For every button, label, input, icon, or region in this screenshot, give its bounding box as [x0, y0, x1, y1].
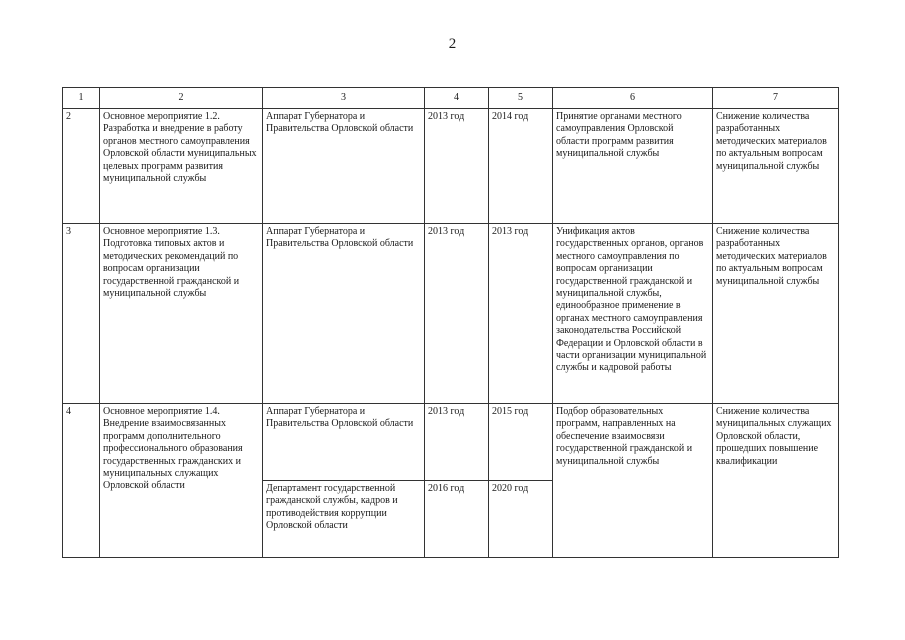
activity-cell: Основное мероприятие 1.2. Разработка и внедрение в работу органов местного самоуправления Орловской области муниципальных целевых программ развития муниципальной службы [100, 109, 263, 224]
column-header: 1 [63, 88, 100, 109]
row-number: 3 [63, 224, 100, 404]
consequence-cell: Снижение количества муниципальных служащих Орловской области, прошедших повышение квалификации [713, 404, 839, 558]
start-year-cell: 2013 год [425, 109, 489, 224]
table-row [63, 404, 839, 481]
executor-cell: Аппарат Губернатора и Правительства Орловской области [263, 404, 425, 481]
executor-cell: Департамент государственной гражданской службы, кадров и противодействия коррупции Орловской области [263, 481, 425, 558]
column-header: 5 [489, 88, 553, 109]
column-header: 4 [425, 88, 489, 109]
result-cell: Унификация актов государственных органов, органов местного самоуправления по вопросам организации государственной гражданской и муниципальной службы, единообразное применение в органах местного самоуправления законодательства Российской Федерации и Орловской области в части организации муниципальной службы и кадровой работы [553, 224, 713, 404]
executor-cell: Аппарат Губернатора и Правительства Орловской области [263, 224, 425, 404]
column-header: 6 [553, 88, 713, 109]
end-year-cell: 2015 год [489, 404, 553, 481]
start-year-cell: 2013 год [425, 404, 489, 481]
end-year-cell: 2014 год [489, 109, 553, 224]
row-number: 4 [63, 404, 100, 558]
table-header-row [63, 88, 839, 109]
result-cell: Принятие органами местного самоуправления Орловской области программ развития муниципальной службы [553, 109, 713, 224]
column-header: 3 [263, 88, 425, 109]
start-year-cell: 2016 год [425, 481, 489, 558]
consequence-cell: Снижение количества разработанных методических материалов по актуальным вопросам муниципальной службы [713, 109, 839, 224]
start-year-cell: 2013 год [425, 224, 489, 404]
result-cell: Подбор образовательных программ, направленных на обеспечение взаимосвязи государственной гражданской и муниципальной службы [553, 404, 713, 558]
page-number: 2 [448, 36, 457, 52]
row-number: 2 [63, 109, 100, 224]
table-row [63, 109, 839, 224]
activity-cell: Основное мероприятие 1.3. Подготовка типовых актов и методических рекомендаций по вопросам организации государственной гражданской и муниципальной службы [100, 224, 263, 404]
column-header: 7 [713, 88, 839, 109]
column-header: 2 [100, 88, 263, 109]
program-activities-table [62, 87, 839, 558]
executor-cell: Аппарат Губернатора и Правительства Орловской области [263, 109, 425, 224]
table-row [63, 224, 839, 404]
end-year-cell: 2020 год [489, 481, 553, 558]
consequence-cell: Снижение количества разработанных методических материалов по актуальным вопросам муниципальной службы [713, 224, 839, 404]
activity-cell: Основное мероприятие 1.4. Внедрение взаимосвязанных программ дополнительного профессионального образования государственных гражданских и муниципальных служащих Орловской области [100, 404, 263, 558]
end-year-cell: 2013 год [489, 224, 553, 404]
